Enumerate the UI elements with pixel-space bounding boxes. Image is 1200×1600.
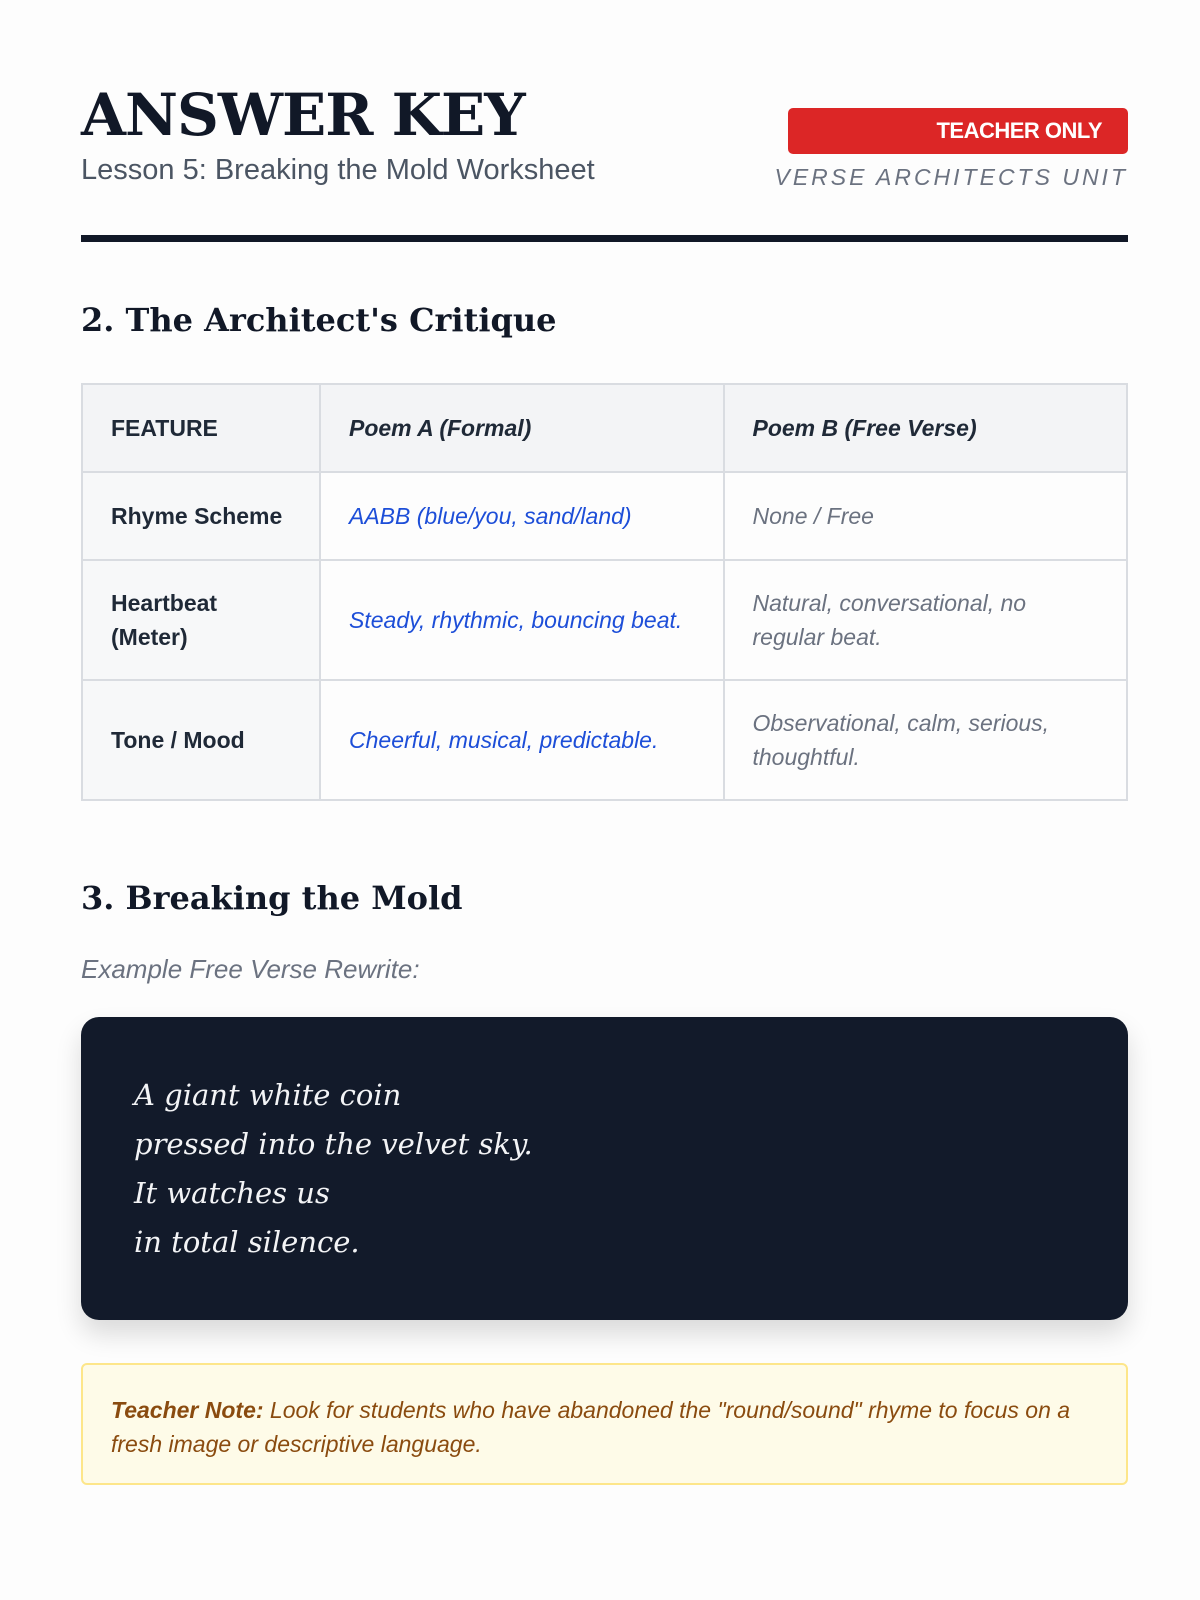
feature-cell: Tone / Mood — [82, 680, 320, 800]
poem-a-cell: Steady, rhythmic, bouncing beat. — [320, 560, 724, 680]
poem-b-cell: None / Free — [724, 472, 1128, 560]
critique-table — [81, 383, 1128, 801]
poem-line: in total silence. — [134, 1225, 360, 1259]
table-row — [82, 680, 1127, 800]
column-header-poem-a: Poem A (Formal) — [320, 384, 724, 472]
example-label: Example Free Verse Rewrite: — [81, 954, 420, 984]
lesson-subtitle: Lesson 5: Breaking the Mold Worksheet — [81, 154, 595, 186]
feature-cell: Rhyme Scheme — [82, 472, 320, 560]
poem-a-cell: AABB (blue/you, sand/land) — [320, 472, 724, 560]
column-header-poem-b: Poem B (Free Verse) — [724, 384, 1128, 472]
feature-cell: Heartbeat (Meter) — [82, 560, 320, 680]
poem-line: A giant white coin — [134, 1078, 402, 1112]
section-heading-breaking-mold: 3. Breaking the Mold — [81, 879, 463, 917]
answer-key-page — [81, 0, 1128, 1457]
unit-label: VERSE ARCHITECTS UNIT — [774, 164, 1128, 190]
teacher-note-text: Look for students who have abandoned the "round/sound" rhyme to focus on a fresh image or descriptive language. — [111, 1397, 1071, 1457]
page-title: ANSWER KEY — [81, 81, 525, 149]
teacher-note — [81, 1363, 1128, 1485]
poem-line: pressed into the velvet sky. — [134, 1127, 533, 1161]
table-row — [82, 472, 1127, 560]
poem-lines — [134, 1071, 533, 1267]
poem-b-cell: Natural, conversational, no regular beat. — [724, 560, 1128, 680]
poem-line: It watches us — [134, 1176, 330, 1210]
teacher-only-badge: TEACHER ONLY — [788, 108, 1128, 154]
page-header — [81, 0, 1128, 243]
poem-b-cell: Observational, calm, serious, thoughtful. — [724, 680, 1128, 800]
example-poem-box — [81, 1017, 1128, 1320]
header-divider — [81, 235, 1128, 242]
section-heading-critique: 2. The Architect's Critique — [81, 301, 557, 339]
poem-a-cell: Cheerful, musical, predictable. — [320, 680, 724, 800]
table-header-row — [82, 384, 1127, 472]
teacher-note-label: Teacher Note: — [111, 1397, 264, 1423]
table-row — [82, 560, 1127, 680]
column-header-feature: FEATURE — [82, 384, 320, 472]
